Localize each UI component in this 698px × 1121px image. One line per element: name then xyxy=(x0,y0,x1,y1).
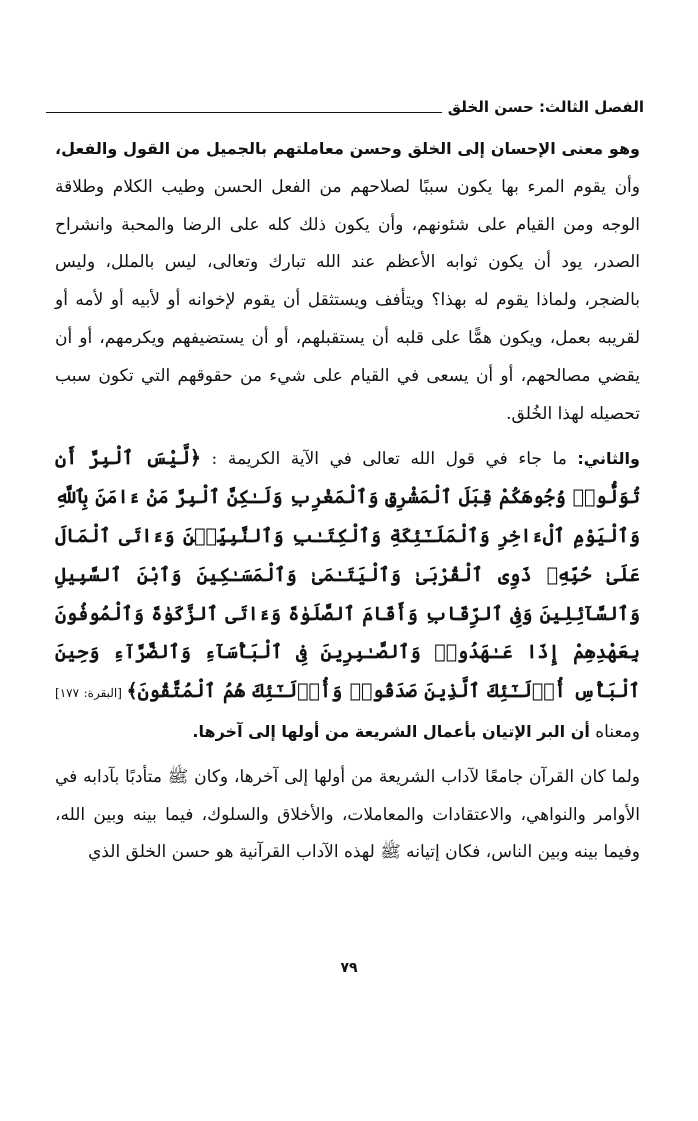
header-rule xyxy=(46,112,442,113)
paragraph-1 xyxy=(55,130,640,433)
paragraph-2 xyxy=(55,440,640,751)
paragraph-3-body: ولما كان القرآن جامعًا لآداب الشريعة من أولها إلى آخرها، وكان ﷺ متأدبًا بآدابه في الأوامر والنواهي، والاعتقادات والمعاملات، والأخلاق والسلوك، فيما بينه وبين الله، وفيما بينه وبين الناس، فكان إتيانه ﷺ لهذه الآداب القرآنية هو حسن الخلق الذي xyxy=(55,766,640,863)
body-text xyxy=(55,130,640,872)
page-number: ٧٩ xyxy=(340,960,358,976)
running-header xyxy=(46,92,644,116)
meaning-prefix: ومعناه xyxy=(589,721,640,742)
quran-verse: ﴿لَّيْسَ ٱلْبِرَّ أَن تُوَلُّوا۟ وُجُوهَكُمْ قِبَلَ ٱلْمَشْرِقِ وَٱلْمَغْرِبِ وَلَـٰكِنَّ ٱلْبِرَّ مَنْ ءَامَنَ بِٱللَّهِ وَٱلْيَوْمِ ٱلْءَاخِرِ وَٱلْمَلَـٰٓئِكَةِ وَٱلْكِتَـٰبِ وَٱلنَّبِيِّـۧنَ وَءَاتَى ٱلْمَالَ عَلَىٰ حُبِّهِۦ ذَوِى ٱلْقُرْبَىٰ وَٱلْيَتَـٰمَىٰ وَٱلْمَسَـٰكِينَ وَٱبْنَ ٱلسَّبِيلِ وَٱلسَّآئِلِينَ وَفِى ٱلرِّقَابِ وَأَقَامَ ٱلصَّلَوٰةَ وَءَاتَى ٱلزَّكَوٰةَ وَٱلْمُوفُونَ بِعَهْدِهِمْ إِذَا عَـٰهَدُوا۟ وَٱلصَّـٰبِرِينَ فِى ٱلْبَأْسَآءِ وَٱلضَّرَّآءِ وَحِينَ ٱلْبَأْسِ أُو۟لَـٰٓئِكَ ٱلَّذِينَ صَدَقُوا۟ وَأُو۟لَـٰٓئِكَ هُمُ ٱلْمُتَّقُونَ﴾ xyxy=(55,447,640,703)
paragraph-1-lead: وهو معنى الإحسان إلى الخلق وحسن معاملتهم بالجميل من القول والفعل، xyxy=(55,139,640,158)
paragraph-2-label: والثاني: xyxy=(577,449,640,469)
verse-reference: [البقرة: ١٧٧] xyxy=(55,686,127,701)
paragraph-1-body: وأن يقوم المرء بها يكون سببًا لصلاحهم من الفعل الحسن وطيب الكلام وطلاقة الوجه ومن القيام على شئونهم، وأن يكون ذلك كله على الرضا والمحبة وانشراح الصدر، يود أن يكون ثوابه الأعظم عند الله تبارك وتعالى، ليس بالملل، وليس بالضجر، ولماذا يقوم له بهذا؟ ويتأفف ويستثقل أن يقوم لإخوانه أو لأبيه أو لأمه أو لقريبه بعمل، ويكون همًّا على قلبه أن يستقبلهم، أو أن يستضيفهم ويكرمهم، أو أن يقضي مصالحهم، أو أن يسعى في القيام على شيء من حقوقهم التي تكون سبب تحصيله لهذا الخُلق. xyxy=(55,176,640,424)
paragraph-3 xyxy=(55,759,640,872)
meaning-statement: أن البر الإتيان بأعمال الشريعة من أولها إلى آخرها. xyxy=(192,721,590,741)
paragraph-2-intro: ما جاء في قول الله تعالى في الآية الكريمة : xyxy=(201,449,578,470)
chapter-title: الفصل الثالث: حسن الخلق xyxy=(447,98,644,116)
